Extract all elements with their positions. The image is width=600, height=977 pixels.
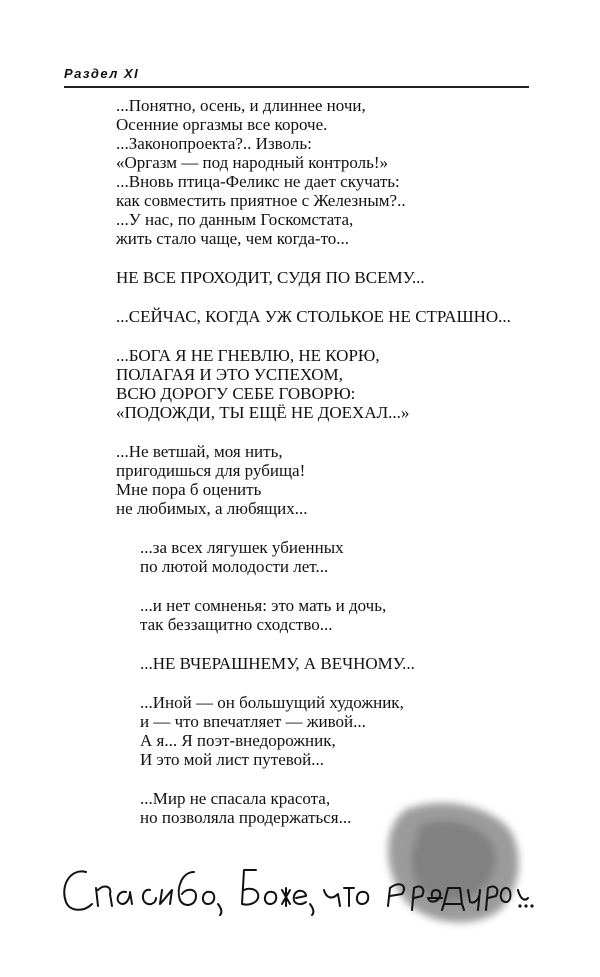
poem-line: и — что впечатляет — живой... xyxy=(140,712,366,731)
poem-line: ...БОГА Я НЕ ГНЕВЛЮ, НЕ КОРЮ, xyxy=(116,346,380,365)
poem-line: ...Мир не спасала красота, xyxy=(140,789,331,808)
poem-line: ПОЛАГАЯ И ЭТО УСПЕХОМ, xyxy=(116,365,343,384)
poem-line: ...НЕ ВЧЕРАШНЕМУ, А ВЕЧНОМУ... xyxy=(140,654,415,673)
poem-line: А я... Я поэт-внедорожник, xyxy=(140,731,336,750)
poem-line: ...Не ветшай, моя нить, xyxy=(116,442,283,461)
poem-line: ...Понятно, осень, и длиннее ночи, xyxy=(116,96,366,115)
stanza xyxy=(116,96,556,248)
poem-line: «Оргазм — под народный контроль!» xyxy=(116,153,389,172)
poem-line: ...за всех лягушек убиенных xyxy=(140,538,344,557)
stanza xyxy=(140,538,556,576)
poem-line: «ПОДОЖДИ, ТЫ ЕЩЁ НЕ ДОЕХАЛ...» xyxy=(116,403,410,422)
poem-line: ...СЕЙЧАС, КОГДА УЖ СТОЛЬКОЕ НЕ СТРАШНО... xyxy=(116,307,511,326)
section-title: Раздел XI xyxy=(64,66,140,81)
stanza xyxy=(116,307,556,326)
poem-line: так беззащитно сходство... xyxy=(140,615,333,634)
poem-line: И это мой лист путевой... xyxy=(140,750,325,769)
poem-line: жить стало чаще, чем когда-то... xyxy=(116,229,350,248)
poem-line: ...У нас, по данным Госкомстата, xyxy=(116,210,354,229)
poem-line: Мне пора б оценить xyxy=(116,480,262,499)
stanza xyxy=(140,693,556,769)
poem-line: ...и нет сомненья: это мать и дочь, xyxy=(140,596,387,615)
poem-line: не любимых, а любящих... xyxy=(116,499,308,518)
stanza xyxy=(116,442,556,518)
page-header xyxy=(64,64,529,88)
poem-line: НЕ ВСЕ ПРОХОДИТ, СУДЯ ПО ВСЕМУ... xyxy=(116,268,425,287)
poem-line: ...Законопроекта?.. Изволь: xyxy=(116,134,312,153)
poem-line: ВСЮ ДОРОГУ СЕБЕ ГОВОРЮ: xyxy=(116,384,356,403)
poem-line: но позволяла продержаться... xyxy=(140,808,352,827)
poem-line: пригодишься для рубища! xyxy=(116,461,306,480)
poem-line: Осенние оргазмы все короче. xyxy=(116,115,328,134)
stanza xyxy=(140,596,556,634)
stanza xyxy=(140,654,556,673)
poem-line: ...Вновь птица-Феликс не дает скучать: xyxy=(116,172,400,191)
poem-line: по лютой молодости лет... xyxy=(140,557,329,576)
handwritten-signature xyxy=(58,858,538,918)
poem-line: как совместить приятное с Железным?.. xyxy=(116,191,406,210)
stanza xyxy=(116,268,556,287)
stanza xyxy=(116,346,556,422)
poem-text xyxy=(116,96,556,847)
poem-line: ...Иной — он большущий художник, xyxy=(140,693,404,712)
